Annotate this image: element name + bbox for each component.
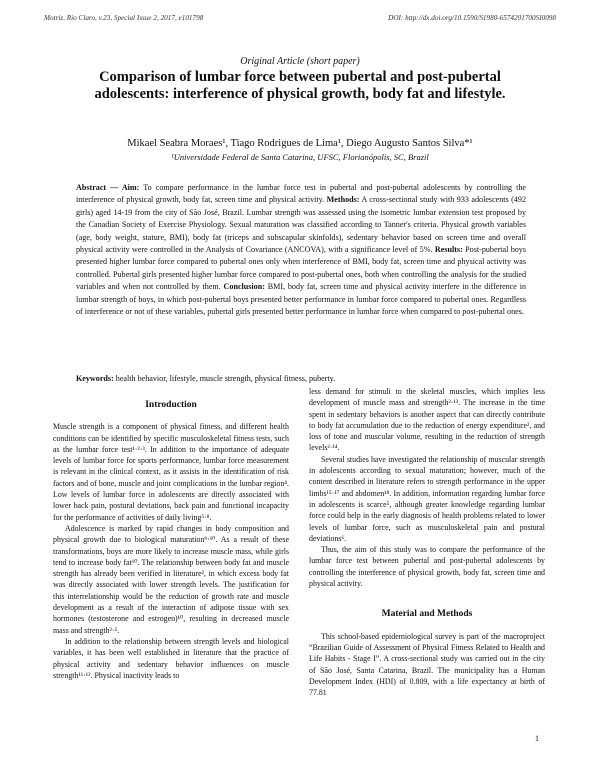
conclusion-label: Conclusion: — [223, 282, 265, 292]
methods-paragraph-1: This school-based epidemiological survey is part of the macroproject “Brazilian Guide of Assessment of Physical Fitness Related to Health and Life Habits - Stage I”. A cross-sectional study was carried out in the city of São José, Santa Catarina, Brazil. The municipality has a Human Development Index (HDI) of 0.809, with a life expectancy at birth of 77.81 — [309, 631, 545, 698]
running-head — [44, 14, 556, 22]
results-label: Results: — [434, 245, 463, 255]
intro-paragraph-6: Thus, the aim of this study was to compare the performance of the lumbar force test between pubertal and post-pubertal adolescents by controlling the interference of physical growth, body fat, screen time and physical activity. — [309, 545, 545, 589]
methods-label: Methods: — [326, 195, 360, 205]
page-number: 1 — [535, 734, 539, 743]
abstract-conclusion: BMI, body fat, screen time and physical activity interfere in the difference in lumbar strength of boys, in which post-pubertal boys presented better performance in lumbar force compared to pubertal ones. Regardless of interference or not of these variables, pubertal girls presented better performance in lumbar force when compared to post-pubertal ones. — [76, 282, 527, 317]
methods-heading: Material and Methods — [381, 609, 473, 620]
article-type: Original Article (short paper) — [240, 56, 360, 67]
intro-paragraph-3: In addition to the relationship between strength levels and biological variables, it has been well established in literature that the practice of physical activity and sedentary behavior influences on muscle strength¹¹·¹². Physical inactivity leads to — [53, 636, 289, 680]
abstract — [76, 182, 526, 318]
intro-paragraph-5: Several studies have investigated the relationship of muscular strength in adolescents according to sexual maturation; however, much of the content described in literature refers to strength performance in the upper limbs¹⁵·¹⁷ and abdomen¹⁸. In addition, information regarding lumbar force in adolescents is scarce⁵, although greater knowledge regarding lumbar force could help in the early diagnosis of health problems related to lower levels of lumbar force, such as musculoskeletal pain and postural deviations⁶. — [309, 454, 545, 543]
authors: Mikael Seabra Moraes¹, Tiago Rodrigues de Lima¹, Diego Augusto Santos Silva*¹ — [127, 138, 473, 149]
intro-paragraph-1: Muscle strength is a component of physical fitness, and different health conditions can be identified by specific musculoskeletal fitness tests, such as the lumbar force test¹·²·³. In addition to the importance of adequate levels of lumbar force for sports performance, lumbar force measurement is relevant in the clinical context, as it assists in the identification of risk factors and of bone, muscle and joint complications in the lumbar region⁴. Low levels of lumbar force in adolescents are directly associated with lower back pain, postural deviations, back pain and functional incapacity for the performance of activities of daily living⁵·⁸. — [53, 422, 289, 522]
intro-heading: Introduction — [145, 400, 197, 410]
intro-paragraph-2: Adolescence is marked by rapid changes in body composition and physical growth due to biological maturation⁹·¹⁰. As a result of these transformations, boys are more likely to increase muscle mass, while girls tend to increase body fat¹⁰. The relationship between body fat and muscle strength has already been verified in literature², in which excess body fat was directly associated with lower strength levels. The justification for this interrelationship would be the reduction of growth rate and muscle development as a result of the interaction of adipose tissue with sex hormones (testosterone and estrogen)¹⁰, resulting in decreased muscle mass and strength²·⁵. — [53, 523, 289, 635]
section-spacer — [309, 589, 545, 601]
keywords — [76, 374, 526, 383]
affiliation: ¹Universidade Federal de Santa Catarina, UFSC, Florianópolis, SC, Brazil — [171, 152, 429, 162]
journal-citation: Motriz, Rio Claro, v.23, Special Issue 2, 2017, e101798 — [44, 14, 204, 22]
keywords-text: health behavior, lifestyle, muscle strength, physical fitness, puberty. — [115, 374, 336, 383]
right-column — [309, 386, 545, 698]
intro-paragraph-4: less demand for stimuli to the skeletal muscles, which implies less development of muscle mass and strength²·¹³. The increase in the time spent in sedentary behaviors is another aspect that can directly contribute to body fat accumulation due to the reduction of energy expenditure², and loss of tone and muscular volume, resulting in the reduction of strength levels²·¹⁴. — [309, 387, 545, 453]
abstract-results: Post-pubertal boys presented higher lumbar force compared to pubertal ones only when interference of BMI, body fat, screen time and physical activity was controlled. Pubertal girls presented higher lumbar force compared to post-pubertal ones, both when controlling the analysis for the studied variables and when not controlled by them. — [76, 245, 527, 292]
keywords-label: Keywords: — [76, 374, 114, 383]
abstract-methods: A cross-sectional study with 933 adolescents (492 girls) aged 14-19 from the city of São José, Brazil. Lumbar strength was assessed using the isometric lumbar extension test proposed by the Canadian Society of Exercise Physiology. Sexual maturation was classified according to Tanner's criteria. Physical growth variables (age, body weight, stature, BMI), body fat (triceps and subscapular skinfolds), sedentary behavior based on screen time and overall physical activity were controlled in the Analysis of Covariance (ANCOVA), with a significance level of 5%. — [76, 195, 527, 255]
abstract-aim: To compare performance in the lumbar force test in pubertal and post-pubertal adolescents by controlling the interference of physical growth, body fat, screen time and physical activity. — [76, 183, 527, 205]
left-column — [53, 392, 289, 681]
doi[interactable]: DOI: http://dx.doi.org/10.1590/S1980-6574201700SI0098 — [388, 14, 556, 22]
paper-title: Comparison of lumbar force between pubertal and post-pubertal adolescents: interference of physical growth, body fat and lifestyle. — [94, 69, 506, 102]
abstract-label: Abstract — Aim: — [76, 183, 140, 192]
